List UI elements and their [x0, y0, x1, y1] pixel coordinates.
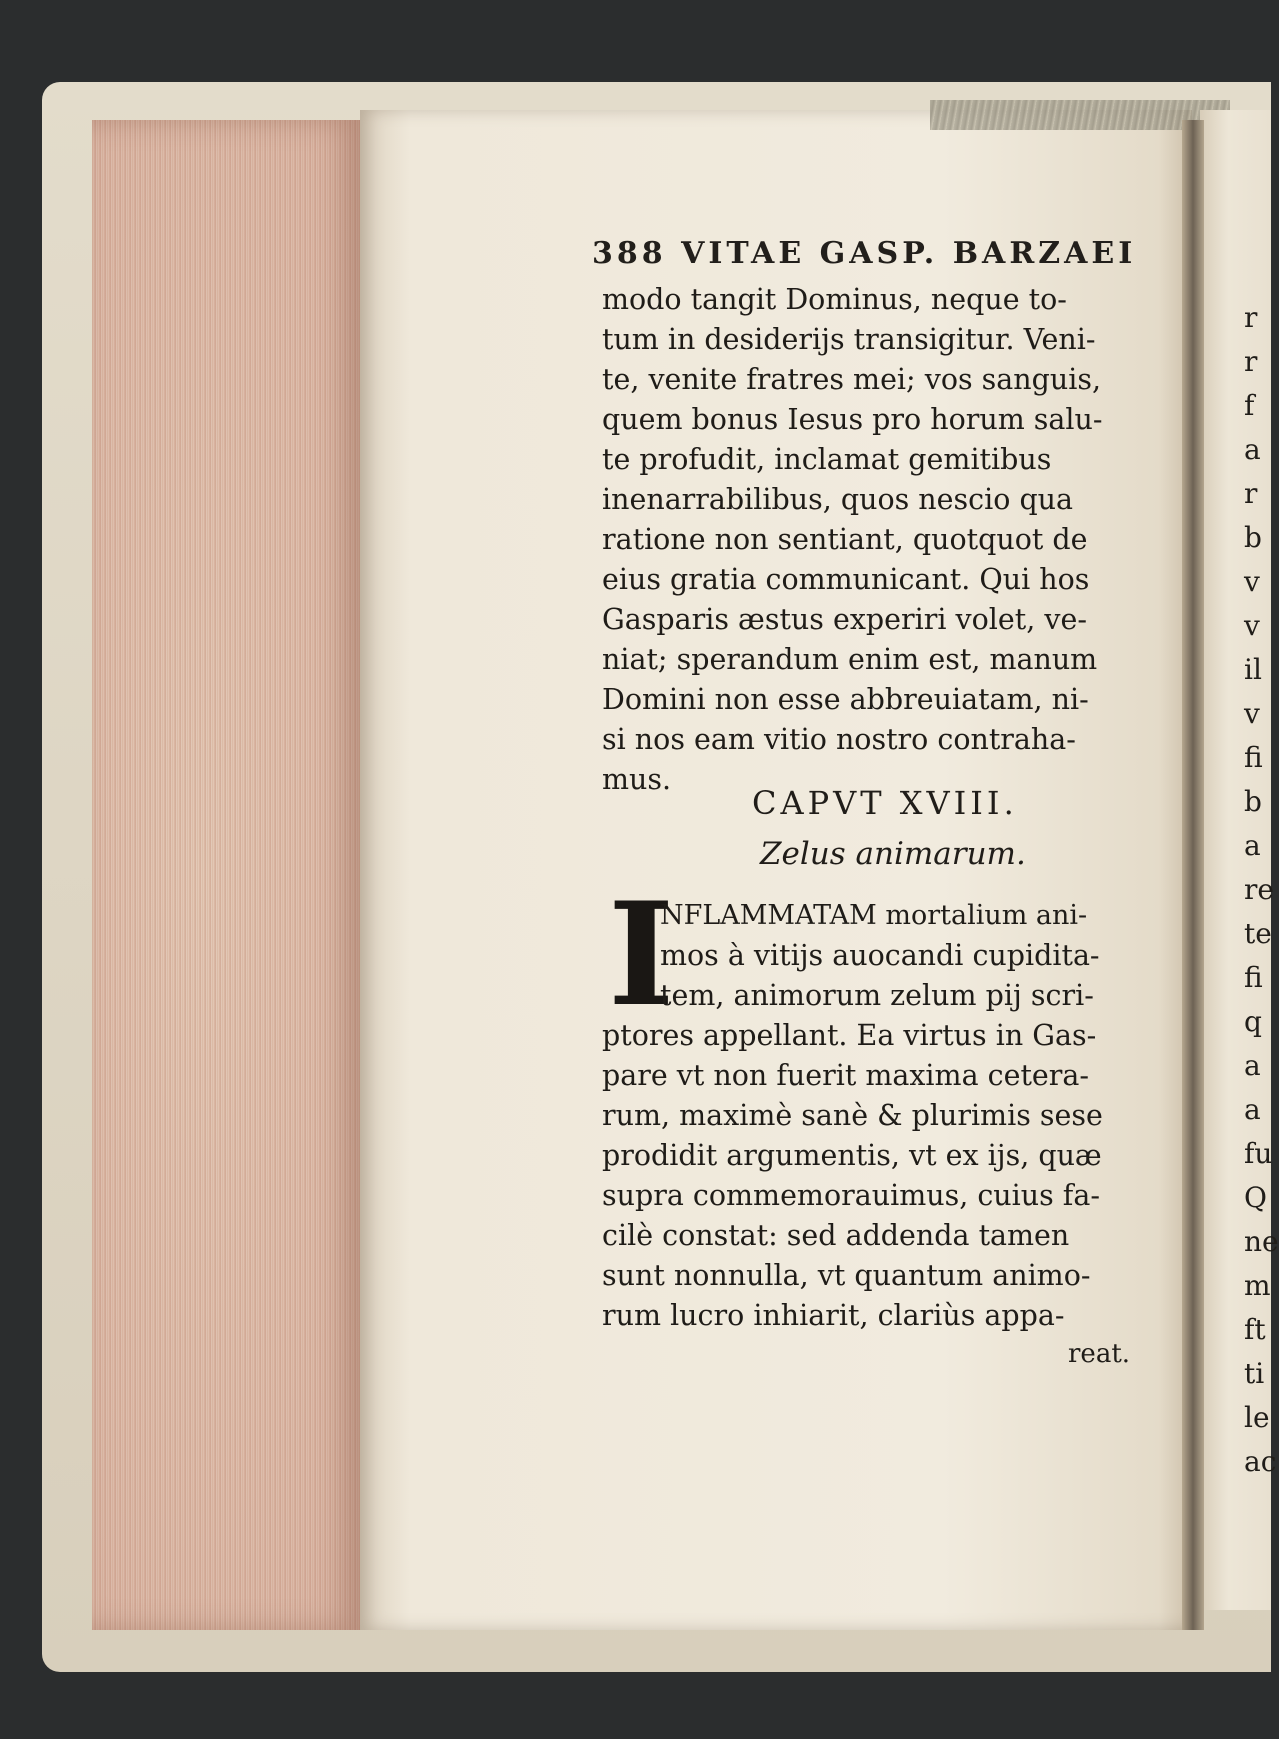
facing-fragment: r — [1244, 301, 1258, 334]
paragraph-line: quem bonus Iesus pro horum salu- — [602, 403, 1103, 436]
facing-fragment: v — [1244, 697, 1260, 730]
facing-fragment: q — [1244, 1005, 1262, 1038]
facing-fragment: v — [1244, 609, 1260, 642]
paragraph-line: Domini non esse abbreuiatam, ni- — [602, 683, 1089, 716]
paragraph-line: te, venite fratres mei; vos sanguis, — [602, 363, 1102, 396]
chapter-line: NFLAMMATAM mortalium ani- — [660, 900, 1088, 931]
facing-fragment: a — [1244, 433, 1261, 466]
chapter-line: mos à vitijs auocandi cupidita- — [660, 939, 1100, 972]
paragraph-line: niat; sperandum enim est, manum — [602, 643, 1098, 676]
chapter-line: tem, animorum zelum pij scri- — [660, 979, 1094, 1012]
paragraph-line: inenarrabilibus, quos nescio qua — [602, 483, 1074, 516]
facing-fragment: ft — [1244, 1313, 1266, 1346]
facing-fragment: fi — [1244, 741, 1263, 774]
paragraph-line: Gasparis æstus experiri volet, ve- — [602, 603, 1087, 636]
page-edge-stack — [92, 120, 362, 1630]
catchword: reat. — [1068, 1339, 1131, 1369]
facing-fragment: ne — [1244, 1225, 1279, 1258]
facing-fragment: a — [1244, 829, 1261, 862]
facing-fragment: re — [1244, 873, 1274, 906]
paragraph-line: te profudit, inclamat gemitibus — [602, 443, 1052, 476]
chapter-line: prodidit argumentis, vt ex ijs, quæ — [602, 1139, 1102, 1172]
facing-fragment: b — [1244, 521, 1262, 554]
chapter-line: pare vt non fuerit maxima cetera- — [602, 1059, 1090, 1092]
chapter-title: CAPVT XVIII. — [752, 784, 1018, 822]
facing-fragment: ac — [1244, 1445, 1277, 1478]
book-gutter — [1182, 120, 1204, 1630]
paragraph-line: si nos eam vitio nostro contraha- — [602, 723, 1076, 756]
facing-fragment: ti — [1244, 1357, 1265, 1390]
facing-fragment: te — [1244, 917, 1272, 950]
chapter-line: rum, maximè sanè & plurimis sese — [602, 1099, 1103, 1132]
facing-fragment: r — [1244, 477, 1258, 510]
facing-fragment: f — [1244, 389, 1255, 422]
chapter-line: supra commemorauimus, cuius fa- — [602, 1179, 1100, 1212]
paragraph-line: tum in desiderijs transigitur. Veni- — [602, 323, 1096, 356]
facing-fragment: m — [1244, 1269, 1271, 1302]
chapter-line: cilè constat: sed addenda tamen — [602, 1219, 1070, 1252]
chapter-line: rum lucro inhiarit, clariùs appa- — [602, 1299, 1065, 1332]
chapter-line: sunt nonnulla, vt quantum animo- — [602, 1259, 1091, 1292]
facing-fragment: a — [1244, 1049, 1261, 1082]
paragraph-line: mus. — [602, 763, 672, 796]
chapter-subtitle: Zelus animarum. — [760, 836, 1026, 872]
facing-fragment: fu — [1244, 1137, 1273, 1170]
facing-fragment: v — [1244, 565, 1260, 598]
running-head: 388 VITAE GASP. BARZAEI — [592, 236, 1137, 271]
facing-fragment: fi — [1244, 961, 1263, 994]
facing-fragment: le — [1244, 1401, 1270, 1434]
paragraph-line: modo tangit Dominus, neque to- — [602, 283, 1067, 316]
facing-fragment: b — [1244, 785, 1262, 818]
paragraph-line: ratione non sentiant, quotquot de — [602, 523, 1088, 556]
facing-fragment: r — [1244, 345, 1258, 378]
facing-fragment: Q — [1244, 1181, 1267, 1214]
chapter-line: ptores appellant. Ea virtus in Gas- — [602, 1019, 1097, 1052]
paragraph-line: eius gratia communicant. Qui hos — [602, 563, 1090, 596]
facing-fragment: il — [1244, 653, 1262, 686]
facing-fragment: a — [1244, 1093, 1261, 1126]
drop-capital: I — [608, 872, 675, 1038]
